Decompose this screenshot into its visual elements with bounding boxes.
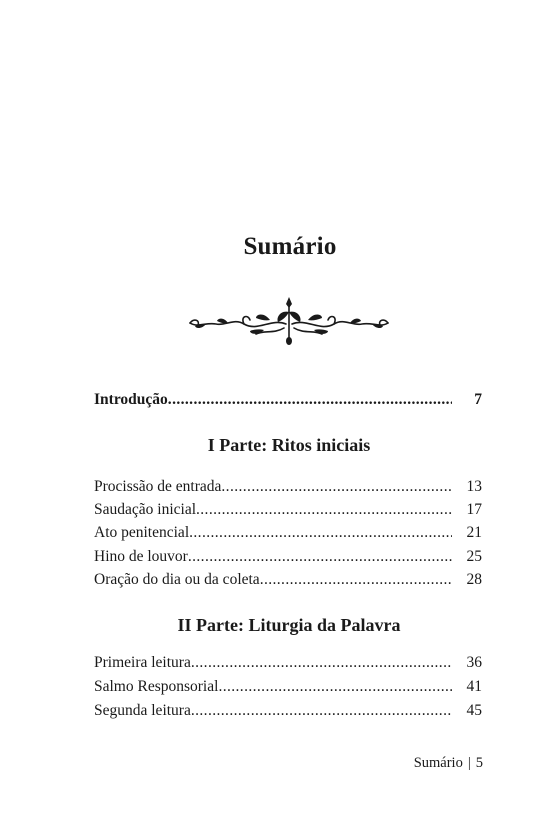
toc-entry-label: Introdução [94,391,168,408]
toc-entry-label: Salmo Responsorial [94,678,219,695]
page-title: Sumário [243,233,337,260]
toc-entry-page: 21 [466,524,482,541]
toc-entry-page: 7 [474,391,482,408]
dot-leader [218,676,452,698]
toc-entry[interactable] [94,476,482,498]
toc-entry[interactable] [94,569,482,591]
dot-leader [191,652,452,674]
toc-entry[interactable] [94,676,482,698]
footer-page-number: 5 [475,755,483,771]
toc-entry[interactable] [94,522,482,544]
toc-entry-label: Ato penitencial [94,524,190,541]
toc-entry-page: 41 [466,678,482,695]
toc-entry[interactable] [94,652,482,674]
dot-leader [196,499,452,521]
toc-entry[interactable] [94,700,482,722]
toc-entry-page: 13 [466,478,482,495]
dot-leader [188,546,452,568]
toc-entry-introducao[interactable] [94,389,482,411]
toc-entry-label: Primeira leitura [94,654,191,671]
toc-entry-label: Saudação inicial [94,501,196,518]
toc-entry-label: Oração do dia ou da coleta [94,571,260,588]
toc-entry-page: 25 [466,548,482,565]
toc-entry-page: 17 [466,501,482,518]
page-footer [414,755,483,772]
part-heading-1: I Parte: Ritos iniciais [207,435,371,455]
toc-entry[interactable] [94,546,482,568]
footer-section-label: Sumário [413,755,463,771]
toc-entry-label: Hino de louvor [94,548,188,565]
floral-divider-ornament-icon [186,296,392,346]
toc-entry-page: 36 [466,654,482,671]
footer-separator: | [467,755,471,771]
dot-leader [221,476,452,498]
part-heading-2: II Parte: Liturgia da Palavra [177,615,401,635]
toc-entry-page: 28 [466,571,482,588]
toc-entry-label: Procissão de entrada [94,478,222,495]
dot-leader [168,389,452,411]
dot-leader [260,569,452,591]
toc-entry-page: 45 [466,702,482,719]
toc-entry[interactable] [94,499,482,521]
toc-entry-label: Segunda leitura [94,702,191,719]
dot-leader [189,522,452,544]
dot-leader [191,700,452,722]
